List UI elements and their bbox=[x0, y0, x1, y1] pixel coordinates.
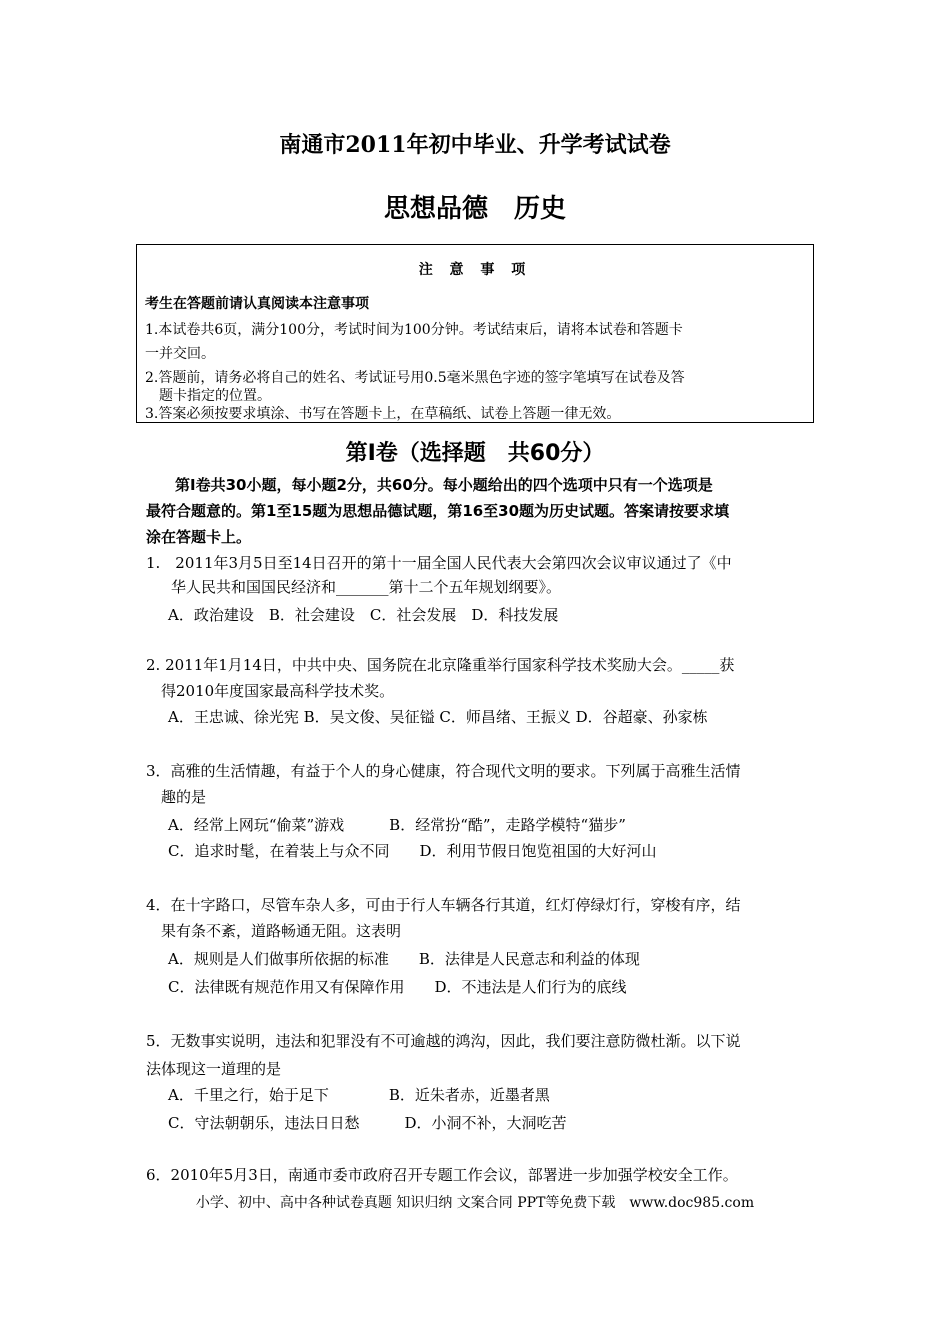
question-4-line: 4．在十字路口，尽管车杂人多，可由于行人车辆各行其道，红灯停绿灯行，穿梭有序，结 bbox=[146, 896, 741, 914]
question-5-option-row: C．守法朝朝乐，违法日日愁 D．小洞不补，大洞吃苦 bbox=[168, 1114, 567, 1132]
question-3-line: 3．高雅的生活情趣，有益于个人的身心健康，符合现代文明的要求。下列属于高雅生活情 bbox=[146, 762, 741, 780]
question-1-options: A．政治建设 B．社会建设 C．社会发展 D．科技发展 bbox=[168, 606, 559, 624]
question-4-option-row: C．法律既有规范作用又有保障作用 D．不违法是人们行为的底线 bbox=[168, 978, 627, 996]
question-5-line: 法体现这一道理的是 bbox=[146, 1060, 282, 1078]
question-4-line: 果有条不紊，道路畅通无阻。这表明 bbox=[146, 922, 402, 940]
question-4-option-row: A．规则是人们做事所依据的标准 B．法律是人民意志和利益的体现 bbox=[168, 950, 640, 968]
question-5-option-row: A．千里之行，始于足下 B．近朱者赤，近墨者黑 bbox=[168, 1086, 550, 1104]
notice-lead: 考生在答题前请认真阅读本注意事项 bbox=[145, 296, 369, 312]
question-1-line: 华人民共和国国民经济和_______第十二个五年规划纲要》。 bbox=[156, 578, 562, 596]
section-intro-line: 第Ⅰ卷共30小题，每小题2分，共60分。每小题给出的四个选项中只有一个选项是 bbox=[160, 476, 713, 494]
notice-line: 1.本试卷共6页，满分100分，考试时间为100分钟。考试结束后，请将本试卷和答题卡 bbox=[145, 322, 683, 338]
question-6-line: 6．2010年5月3日，南通市委市政府召开专题工作会议，部署进一步加强学校安全工作。 bbox=[146, 1166, 738, 1184]
section-intro-line: 涂在答题卡上。 bbox=[146, 528, 252, 546]
section-intro-line: 最符合题意的。第1至15题为思想品德试题，第16至30题为历史试题。答案请按要求填 bbox=[146, 502, 730, 520]
question-3-option-row: C．追求时髦，在着装上与众不同 D．利用节假日饱览祖国的大好河山 bbox=[168, 842, 657, 860]
section-title: 第Ⅰ卷（选择题 共60分） bbox=[345, 441, 605, 466]
notice-line: 2.答题前，请务必将自己的姓名、考试证号用0.5毫米黑色字迹的签字笔填写在试卷及答 bbox=[145, 370, 685, 386]
question-3-option-row: A．经常上网玩“偷菜”游戏 B．经常扮“酷”，走路学模特“猫步” bbox=[168, 816, 626, 834]
question-5-line: 5．无数事实说明，违法和犯罪没有不可逾越的鸿沟，因此，我们要注意防微杜渐。以下说 bbox=[146, 1032, 741, 1050]
question-1-line: 1. 2011年3月5日至14日召开的第十一届全国人民代表大会第四次会议审议通过了《中 bbox=[146, 554, 732, 572]
subject-title: 思想品德 历史 bbox=[383, 194, 566, 224]
question-3-line: 趣的是 bbox=[146, 788, 207, 806]
page-footer: 小学、初中、高中各种试卷真题 知识归纳 文案合同 PPT等免费下载 www.doc985.com bbox=[195, 1195, 755, 1211]
question-2-line: 得2010年度国家最高科学技术奖。 bbox=[146, 682, 395, 700]
notice-line: 一并交回。 bbox=[145, 346, 215, 362]
question-2-options: A．王忠诚、徐光宪 B．吴文俊、吴征镒 C．师昌绪、王振义 D．谷超豪、孙家栋 bbox=[168, 708, 708, 726]
notice-heading: 注 意 事 项 bbox=[418, 262, 532, 278]
notice-box bbox=[136, 244, 814, 423]
notice-line: 3.答案必须按要求填涂、书写在答题卡上，在草稿纸、试卷上答题一律无效。 bbox=[145, 406, 621, 422]
question-2-line: 2. 2011年1月14日，中共中央、国务院在北京隆重举行国家科学技术奖励大会。_____获 bbox=[146, 656, 735, 674]
exam-title: 南通市2011年初中毕业、升学考试试卷 bbox=[279, 132, 671, 158]
notice-line: 题卡指定的位置。 bbox=[145, 388, 271, 404]
